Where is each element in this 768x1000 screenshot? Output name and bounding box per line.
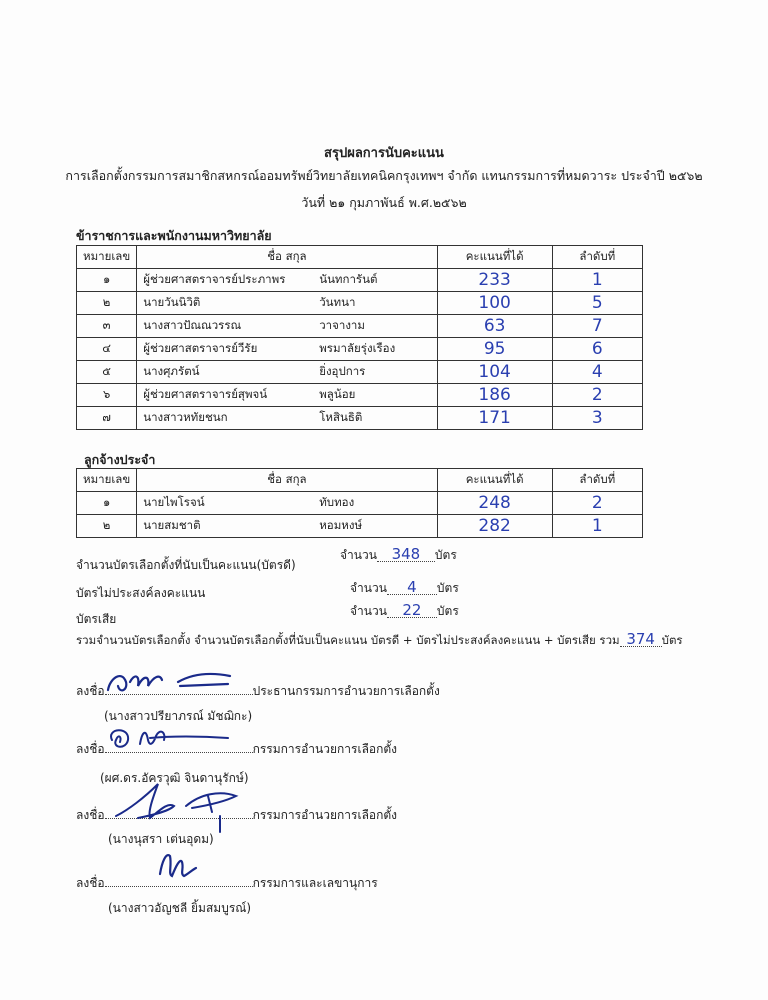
signer-role: กรรมการอำนวยการเลือกตั้ง (252, 742, 398, 756)
sign-label: ลงชื่อ (76, 876, 105, 890)
signer-name: (นางสาวปรียาภรณ์ มัชฌิกะ) (104, 709, 253, 723)
invalid-count: 22 (387, 603, 437, 618)
row-rank: 2 (552, 492, 642, 515)
summary-total-line (76, 632, 716, 650)
last-name: พลูน้อย (319, 387, 356, 401)
row-number: ๗ (77, 407, 137, 430)
row-rank: 4 (552, 361, 642, 384)
first-name: ผู้ช่วยศาสตราจารย์ประภาพร (143, 272, 286, 286)
first-name: ผู้ช่วยศาสตราจารย์สุพจน์ (143, 387, 268, 401)
row-name (137, 292, 437, 315)
col-number: หมายเลข (77, 469, 137, 492)
col-name: ชื่อ สกุล (137, 469, 437, 492)
first-name: นายวันนิวิติ (143, 295, 201, 309)
row-name (137, 515, 437, 538)
signer-name: (นางนุสรา เต่นอุดม) (108, 832, 214, 846)
col-rank: ลำดับที่ (552, 469, 642, 492)
row-number: ๖ (77, 384, 137, 407)
table-row (77, 292, 643, 315)
handwritten-signature-1 (100, 660, 240, 700)
row-score: 100 (437, 292, 552, 315)
row-name (137, 361, 437, 384)
row-score: 233 (437, 269, 552, 292)
last-name: หอมหงษ์ (319, 518, 363, 532)
summary-valid-line (76, 545, 676, 575)
table-row (77, 269, 643, 292)
row-score: 186 (437, 384, 552, 407)
row-rank: 5 (552, 292, 642, 315)
total-label: รวมจำนวนบัตรเลือกตั้ง จำนวนบัตรเลือกตั้งที่นับเป็นคะแนน บัตรดี + บัตรไม่ประสงค์ลงคะแนน + บัตรเสีย รวม (76, 633, 620, 647)
row-rank: 7 (552, 315, 642, 338)
signer-name: (ผศ.ดร.อัครวุฒิ จินดานุรักษ์) (100, 771, 249, 785)
sign-label: ลงชื่อ (76, 742, 105, 756)
last-name: ยิ่งอุปการ (319, 364, 366, 378)
table-row (77, 315, 643, 338)
last-name: วาจางาม (319, 318, 365, 332)
first-name: นางศุภรัตน์ (143, 364, 200, 378)
signature-block (76, 874, 378, 893)
last-name: โหสินธิติ (319, 410, 363, 424)
col-score: คะแนนที่ได้ (437, 469, 552, 492)
valid-count-group (340, 546, 457, 565)
row-score: 63 (437, 315, 552, 338)
row-score: 104 (437, 361, 552, 384)
invalid-label: บัตรเสีย (76, 612, 117, 626)
total-count: 374 (620, 632, 662, 647)
row-name (137, 269, 437, 292)
signer-role: กรรมการอำนวยการเลือกตั้ง (252, 808, 398, 822)
count-prefix: จำนวน (350, 604, 387, 618)
first-name: นางสาวหทัยชนก (143, 410, 228, 424)
invalid-count-group (350, 602, 459, 621)
row-number: ๒ (77, 292, 137, 315)
handwritten-signature-2 (100, 718, 240, 758)
section1-heading: ข้าราชการและพนักงานมหาวิทยาลัย (76, 228, 272, 243)
row-number: ๓ (77, 315, 137, 338)
row-rank: 1 (552, 269, 642, 292)
row-score: 95 (437, 338, 552, 361)
table-row (77, 492, 643, 515)
section2-heading: ลูกจ้างประจำ (84, 452, 156, 467)
table-row (77, 384, 643, 407)
row-score: 171 (437, 407, 552, 430)
count-prefix: จำนวน (350, 581, 387, 595)
row-score: 282 (437, 515, 552, 538)
row-number: ๒ (77, 515, 137, 538)
novote-count: 4 (387, 580, 437, 595)
row-name (137, 407, 437, 430)
table-row (77, 361, 643, 384)
row-rank: 1 (552, 515, 642, 538)
row-name (137, 315, 437, 338)
summary-novote-line (76, 578, 676, 603)
last-name: ทับทอง (319, 495, 355, 509)
table-header-row (77, 246, 643, 269)
valid-count: 348 (377, 547, 435, 562)
row-number: ๑ (77, 492, 137, 515)
unit-label: บัตร (436, 604, 459, 618)
table-row (77, 515, 643, 538)
summary-invalid-line (76, 601, 676, 629)
document-date: วันที่ ๒๑ กุมภาพันธ์ พ.ศ.๒๕๖๒ (301, 195, 467, 210)
unit-label: บัตร (434, 548, 457, 562)
last-name: พรมาลัยรุ่งเรือง (319, 341, 396, 355)
first-name: นายสมชาติ (143, 518, 201, 532)
last-name: นันทการันต์ (319, 272, 378, 286)
table-row (77, 407, 643, 430)
sign-label: ลงชื่อ (76, 684, 105, 698)
col-name: ชื่อ สกุล (137, 246, 437, 269)
sign-label: ลงชื่อ (76, 808, 105, 822)
signer-name: (นางสาวอัญชลี ยิ้มสมบูรณ์) (108, 901, 252, 915)
row-score: 248 (437, 492, 552, 515)
section1-table (76, 245, 643, 430)
row-rank: 6 (552, 338, 642, 361)
novote-label: บัตรไม่ประสงค์ลงคะแนน (76, 586, 206, 600)
novote-count-group (350, 579, 459, 598)
first-name: นางสาวปัณณวรรณ (143, 318, 242, 332)
table-row (77, 338, 643, 361)
valid-label: จำนวนบัตรเลือกตั้งที่นับเป็นคะแนน(บัตรดี) (76, 558, 296, 572)
col-number: หมายเลข (77, 246, 137, 269)
row-number: ๕ (77, 361, 137, 384)
row-name (137, 338, 437, 361)
row-name (137, 492, 437, 515)
col-rank: ลำดับที่ (552, 246, 642, 269)
handwritten-signature-3 (108, 776, 258, 836)
row-rank: 2 (552, 384, 642, 407)
unit-label: บัตร (436, 581, 459, 595)
row-number: ๑ (77, 269, 137, 292)
signer-role: กรรมการและเลขานุการ (252, 876, 378, 890)
signature-line (105, 886, 253, 887)
document-title: สรุปผลการนับคะแนน (324, 146, 444, 161)
row-number: ๔ (77, 338, 137, 361)
unit-label: บัตร (661, 633, 683, 647)
first-name: ผู้ช่วยศาสตราจารย์วีรัย (143, 341, 258, 355)
document-subtitle: การเลือกตั้งกรรมการสมาชิกสหกรณ์ออมทรัพย์วิทยาลัยเทคนิคกรุงเทพฯ จำกัด แทนกรรมการที่หมดวาระ ประจำปี ๒๕๖๒ (65, 168, 703, 183)
row-rank: 3 (552, 407, 642, 430)
row-name (137, 384, 437, 407)
count-prefix: จำนวน (340, 548, 377, 562)
section2-table (76, 468, 643, 538)
handwritten-signature-4 (150, 844, 210, 884)
signer-role: ประธานกรรมการอำนวยการเลือกตั้ง (252, 684, 440, 698)
table-header-row (77, 469, 643, 492)
last-name: วันทนา (319, 295, 356, 309)
first-name: นายไพโรจน์ (143, 495, 205, 509)
col-score: คะแนนที่ได้ (437, 246, 552, 269)
